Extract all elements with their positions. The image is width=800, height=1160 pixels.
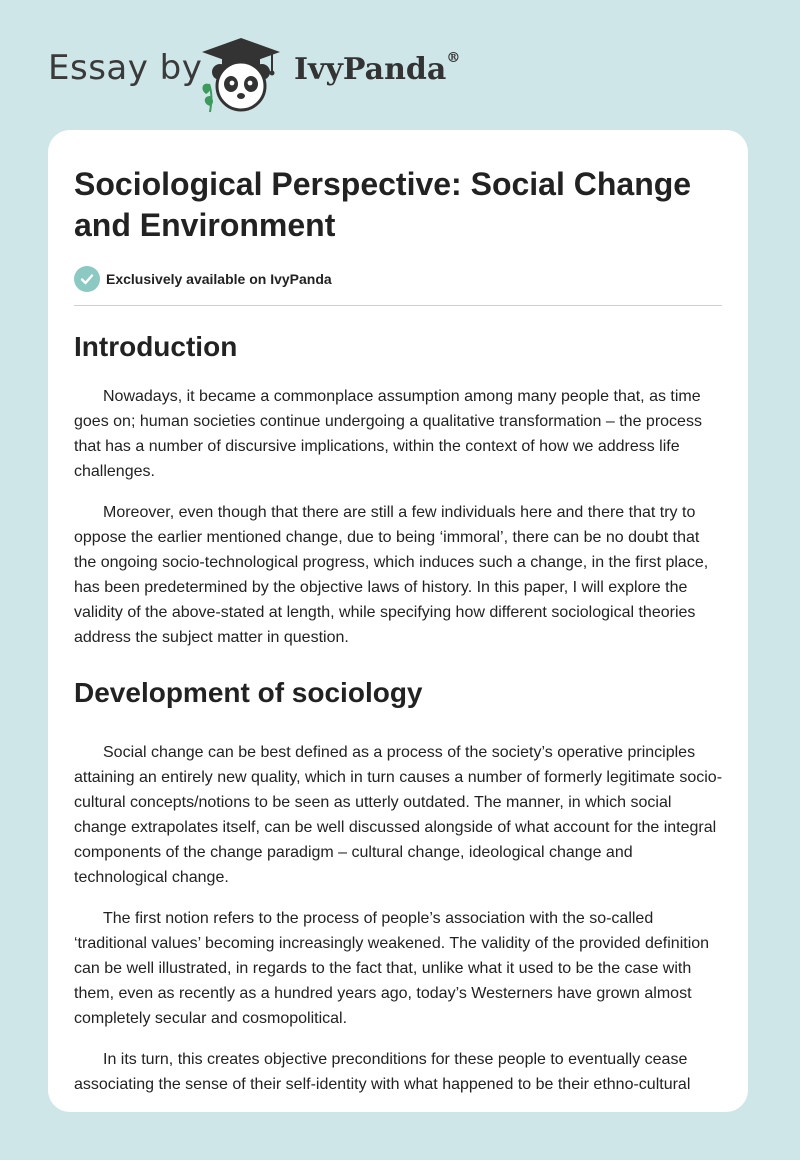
paragraph: Nowadays, it became a commonplace assumption among many people that, as time goes on; human societies continue undergoing a qualitative transformation – the process that has a number of discursive implications, within the context of how we address life challenges. (74, 388, 702, 480)
section-heading: Introduction (74, 331, 238, 362)
site-header (48, 30, 752, 110)
checkmark-icon (74, 266, 100, 292)
exclusive-badge (74, 266, 722, 292)
section-development-of-sociology (74, 676, 722, 1097)
exclusive-badge-label: Exclusively available on IvyPanda (106, 271, 332, 287)
brand-name[interactable]: IvyPanda® (294, 50, 461, 87)
section-introduction (74, 330, 722, 650)
article-card (48, 130, 748, 1112)
page-title: Sociological Perspective: Social Change and Environment (74, 166, 692, 243)
section-heading: Development of sociology (74, 677, 423, 708)
panda-logo-icon[interactable] (200, 36, 282, 114)
registered-mark: ® (446, 50, 461, 66)
paragraph: Social change can be best defined as a process of the society’s operative principles attaining an entirely new quality, which in turn causes a number of formerly legitimate socio-cultural concepts/notions to be seen as utterly outdated. The manner, in which social change extrapolates itself, can be well discussed alongside of what account for the integral components of the change paradigm – cultural change, ideological change and technological change. (74, 744, 723, 886)
paragraph: The first notion refers to the process of people’s association with the so-called ‘traditional values’ becoming increasingly weakened. The validity of the provided definition can be well illustrated, in regards to the fact that, unlike what it used to be the case with them, even as recently as a hundred years ago, today’s Westerners have grown almost completely secular and cosmopolitical. (74, 910, 710, 1027)
paragraph: Moreover, even though that there are still a few individuals here and there that try to oppose the earlier mentioned change, due to being ‘immoral’, there can be no doubt that the ongoing socio-technological progress, which induces such a change, in the first place, has been predetermined by the objective laws of history. In this paper, I will explore the validity of the above-stated at length, while specifying how different sociological theories address the subject matter in question. (74, 504, 709, 646)
divider (74, 305, 722, 306)
paragraph: In its turn, this creates objective preconditions for these people to eventually cease associating the sense of their self-identity with what happened to be their ethno-cultural (74, 1051, 691, 1093)
essay-by-label: Essay by (48, 48, 203, 88)
